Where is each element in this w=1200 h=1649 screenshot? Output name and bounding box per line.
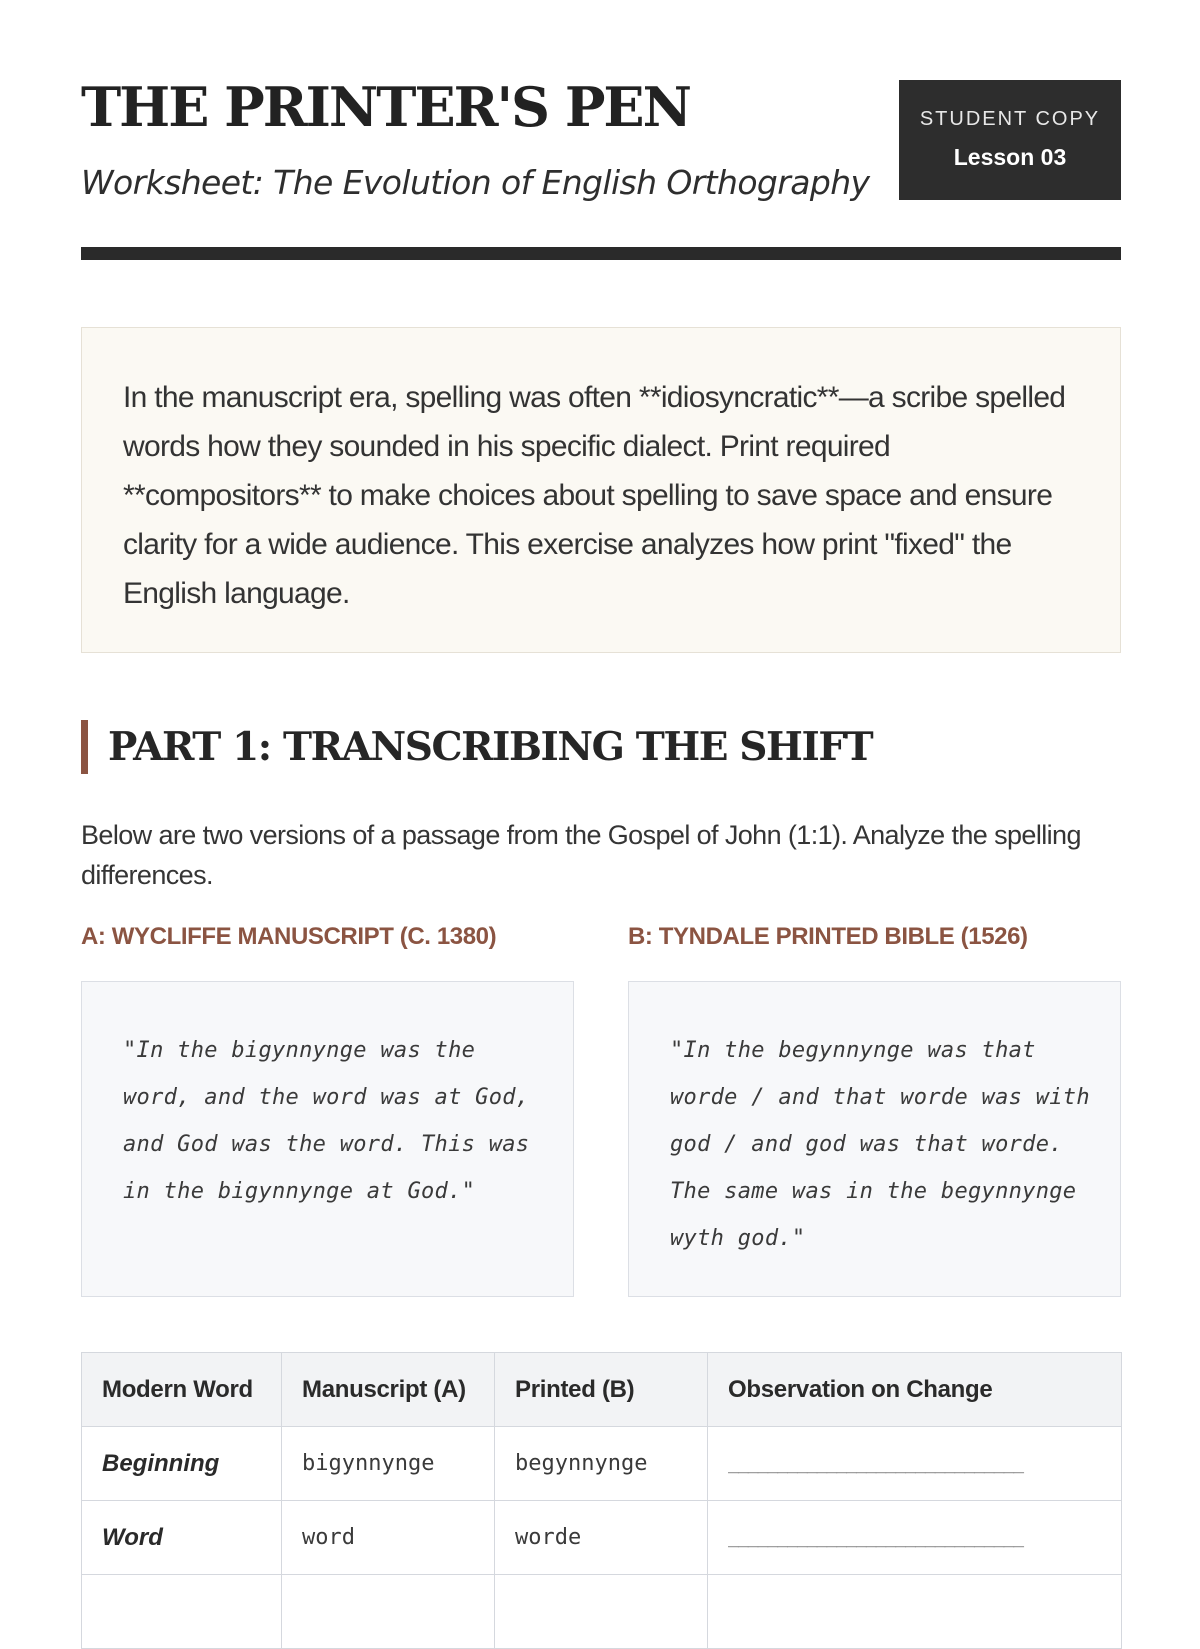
observation-blank[interactable]: ______________________________ — [708, 1501, 1122, 1575]
manuscript-cell — [282, 1575, 495, 1649]
student-copy-badge — [899, 80, 1121, 200]
header-observation: Observation on Change — [708, 1353, 1122, 1427]
worksheet-header — [81, 0, 1121, 260]
version-a-passage: "In the bigynnynge was the word, and the word was at God, and God was the word. This was in the bigynnynge at God." — [81, 981, 574, 1297]
version-b-passage: "In the begynnynge was that worde / and that worde was with god / and god was that worde. The same was in the begynnynge wyth god." — [628, 981, 1121, 1297]
modern-word-cell — [82, 1575, 282, 1649]
modern-word-cell: Word — [82, 1501, 282, 1575]
page-subtitle: Worksheet: The Evolution of English Orthography — [81, 163, 870, 202]
header-modern-word: Modern Word — [82, 1353, 282, 1427]
table-row — [82, 1427, 1122, 1501]
observation-blank[interactable] — [708, 1575, 1122, 1649]
printed-cell: begynnynge — [495, 1427, 708, 1501]
printed-cell: worde — [495, 1501, 708, 1575]
observation-blank[interactable]: ______________________________ — [708, 1427, 1122, 1501]
header-divider — [81, 247, 1121, 260]
badge-lesson-label: Lesson 03 — [953, 144, 1067, 170]
badge-copy-label: STUDENT COPY — [919, 108, 1101, 130]
header-manuscript: Manuscript (A) — [282, 1353, 495, 1427]
intro-box: In the manuscript era, spelling was often **idiosyncratic**—a scribe spelled words how they sounded in his specific dialect. Print required **compositors** to make choices about spelling to save space and ensure clarity for a wide audience. This exercise analyzes how print "fixed" the English language. — [81, 327, 1121, 653]
part1-description: Below are two versions of a passage from the Gospel of John (1:1). Analyze the spelling differences. — [81, 820, 1081, 890]
table-row — [82, 1575, 1122, 1649]
worksheet-page — [81, 0, 1121, 1551]
printed-cell — [495, 1575, 708, 1649]
page-title: THE PRINTER'S PEN — [81, 75, 690, 139]
comparison-table — [81, 1352, 1122, 1649]
version-b-label: B: TYNDALE PRINTED BIBLE (1526) — [628, 923, 1028, 950]
part1-heading-text: PART 1: TRANSCRIBING THE SHIFT — [108, 724, 873, 770]
version-a-label: A: WYCLIFFE MANUSCRIPT (C. 1380) — [81, 923, 497, 950]
header-printed: Printed (B) — [495, 1353, 708, 1427]
table-header-row — [82, 1353, 1122, 1427]
manuscript-cell: word — [282, 1501, 495, 1575]
table-row — [82, 1501, 1122, 1575]
manuscript-cell: bigynnynge — [282, 1427, 495, 1501]
part1-heading — [81, 720, 872, 774]
modern-word-cell: Beginning — [82, 1427, 282, 1501]
